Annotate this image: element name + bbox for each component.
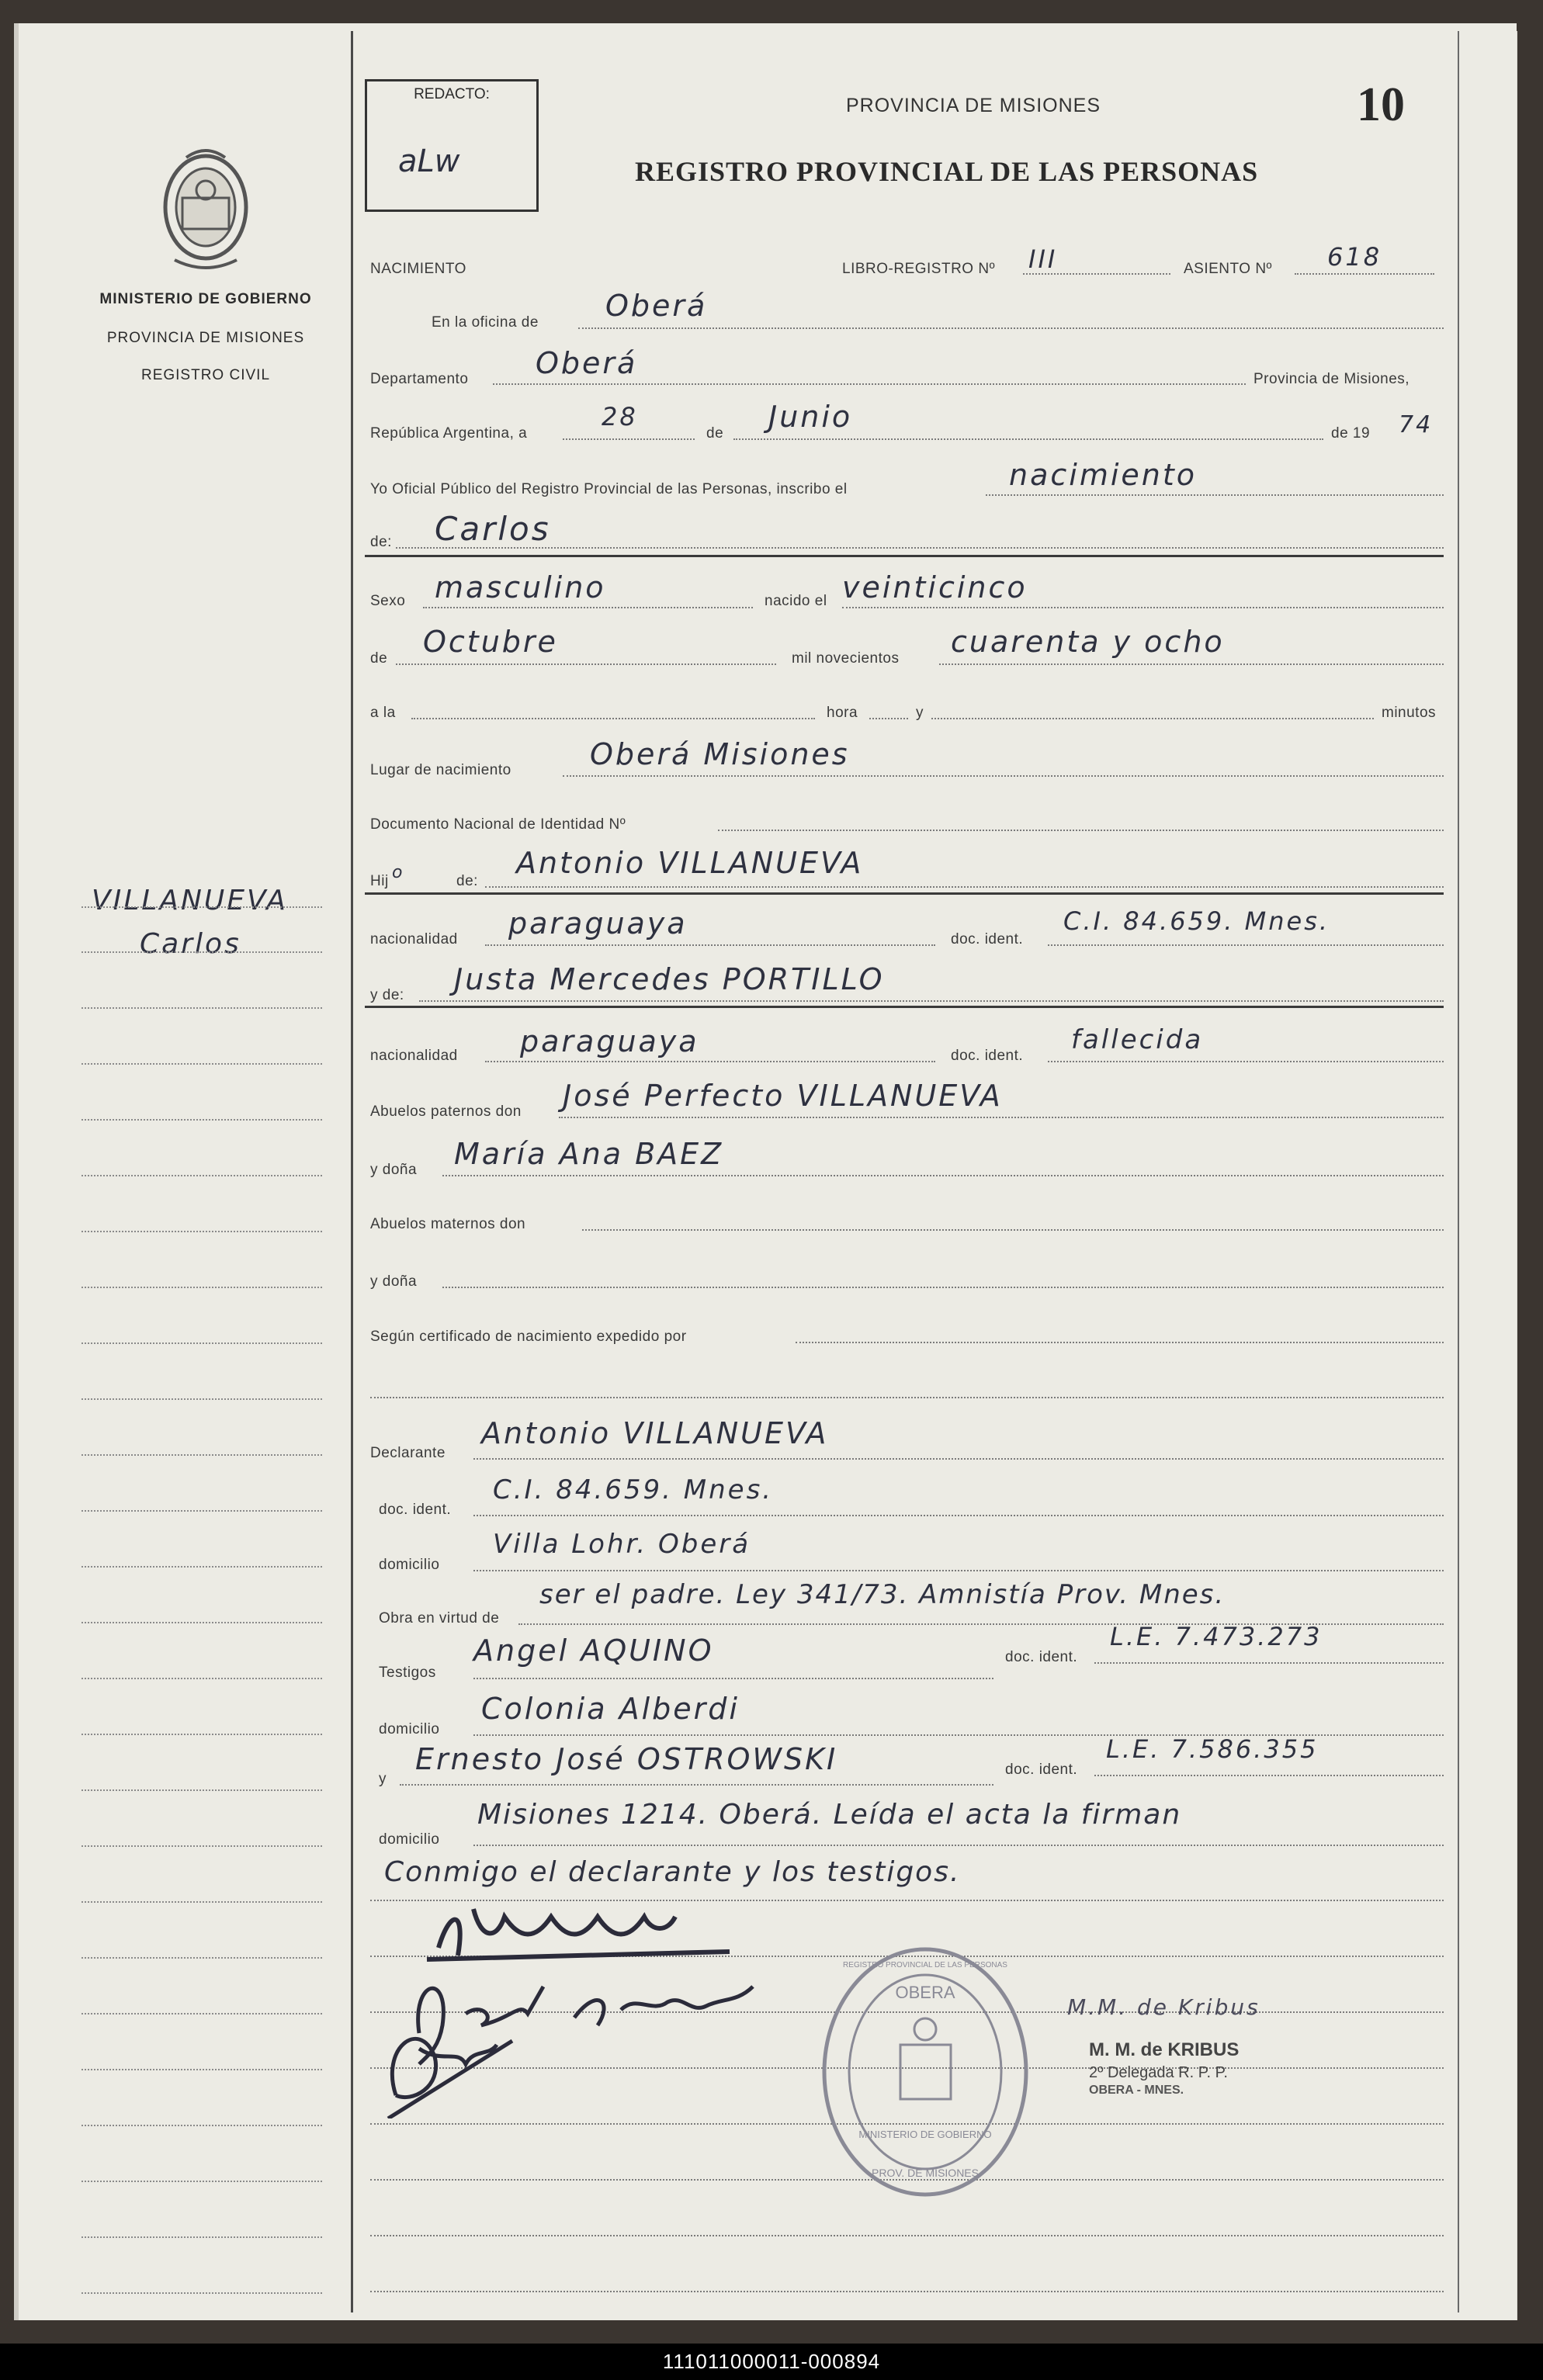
testigo1-name: Angel AQUINO (473, 1633, 714, 1668)
madre-nacionalidad-label: nacionalidad (370, 1048, 458, 1064)
padre-value: Antonio VILLANUEVA (516, 846, 864, 880)
asiento-value: 618 (1327, 242, 1382, 272)
padre-nacionalidad-label: nacionalidad (370, 931, 458, 947)
mil-label: mil novecientos (792, 650, 900, 667)
de-mes-label: de (370, 650, 388, 667)
hijo-suffix: o (392, 863, 403, 882)
testigo2-domicilio-label: domicilio (379, 1831, 440, 1848)
margin-surname: VILLANUEVA (92, 885, 288, 916)
padre-doc: C.I. 84.659. Mnes. (1063, 906, 1330, 936)
nacimiento-label: NACIMIENTO (370, 261, 466, 277)
delegada-name: M. M. de KRIBUS (1089, 2039, 1240, 2060)
hijo-de-label: de: (456, 873, 478, 889)
oficial-value: nacimiento (1009, 458, 1198, 492)
testigo2-doc: L.E. 7.586.355 (1106, 1734, 1319, 1764)
padre-doc-label: doc. ident. (951, 931, 1024, 947)
divider-rule (365, 1006, 1444, 1008)
ministry-province: PROVINCIA DE MISIONES (106, 330, 305, 346)
de-label: de (706, 425, 724, 442)
lugar-label: Lugar de nacimiento (370, 762, 511, 778)
oficina-value: Oberá (605, 289, 708, 323)
registry-title: REGISTRO PROVINCIAL DE LAS PERSONAS (635, 156, 1259, 187)
madre-nacionalidad: paraguaya (520, 1024, 699, 1058)
lugar-value: Oberá Misiones (590, 737, 850, 771)
y-de-label: y de: (370, 987, 404, 1003)
stamp-city: OBERA (895, 1983, 955, 2002)
obra-value: ser el padre. Ley 341/73. Amnistía Prov. Mnes. (539, 1579, 1226, 1610)
testigo2-doc-label: doc. ident. (1005, 1762, 1078, 1778)
certificado-label: Según certificado de nacimiento expedido por (370, 1329, 687, 1345)
republica-label: República Argentina, a (370, 425, 528, 442)
closing-statement: Conmigo el declarante y los testigos. (384, 1856, 961, 1888)
madre-value: Justa Mercedes PORTILLO (454, 962, 885, 996)
y-dona-materna-label: y doña (370, 1273, 418, 1290)
anio-value: 74 (1399, 411, 1434, 438)
declarante-domicilio: Villa Lohr. Oberá (493, 1529, 751, 1560)
margin-divider (351, 31, 353, 2312)
testigos-label: Testigos (379, 1665, 436, 1681)
minutos-label: minutos (1382, 705, 1437, 721)
madre-doc: fallecida (1071, 1024, 1204, 1055)
redacto-initials: aLw (398, 144, 460, 179)
oficial-label: Yo Oficial Público del Registro Provincial de las Personas, inscribo el (370, 481, 848, 497)
witness-signatures-icon (365, 1862, 830, 2118)
page-number: 10 (1357, 78, 1405, 131)
nacido-label: nacido el (765, 593, 827, 609)
nombre-value: Carlos (435, 510, 551, 548)
sexo-label: Sexo (370, 593, 406, 609)
declarante-doc: C.I. 84.659. Mnes. (493, 1474, 774, 1505)
asiento-label: ASIENTO Nº (1184, 261, 1272, 277)
header-provincia: PROVINCIA DE MISIONES (846, 95, 1101, 116)
divider-rule (365, 555, 1444, 557)
sexo-value: masculino (435, 570, 606, 605)
margin-name: Carlos (140, 928, 241, 960)
redacto-label: REDACTO: (414, 86, 490, 102)
departamento-value: Oberá (536, 346, 638, 380)
coat-of-arms-icon (151, 144, 260, 272)
libro-label: LIBRO-REGISTRO Nº (842, 261, 996, 277)
mes-value: Junio (768, 400, 853, 434)
delegada-place: OBERA - MNES. (1089, 2084, 1184, 2097)
anio-label: de 19 (1331, 425, 1371, 442)
testigo1-doc-label: doc. ident. (1005, 1649, 1078, 1665)
departamento-label: Departamento (370, 371, 469, 387)
abuelos-maternos-label: Abuelos maternos don (370, 1216, 526, 1232)
hijo-label: Hij (370, 873, 389, 889)
ministry-registry: REGISTRO CIVIL (140, 367, 271, 383)
provincia-label: Provincia de Misiones, (1253, 371, 1410, 387)
redacto-box (365, 79, 539, 212)
oficina-label: En la oficina de (432, 314, 539, 331)
nacido-anio-value: cuarenta y ocho (951, 625, 1225, 659)
testigo1-domicilio-label: domicilio (379, 1721, 440, 1737)
delegada-signature: M.M. de Kribus (1067, 1994, 1260, 2020)
libro-value: III (1028, 244, 1058, 274)
testigo2-name: Ernesto José OSTROWSKI (415, 1742, 838, 1776)
testigo2-domicilio: Misiones 1214. Oberá. Leída el acta la firman (477, 1799, 1182, 1831)
declarante-doc-label: doc. ident. (379, 1502, 452, 1518)
divider-rule (365, 892, 1444, 895)
abuelo-paterno: José Perfecto VILLANUEVA (563, 1079, 1003, 1113)
stamp-text: REGISTRO PROVINCIAL DE LAS PERSONAS (843, 1961, 1007, 1969)
nacido-value: veinticinco (842, 570, 1028, 605)
abuelos-paternos-label: Abuelos paternos don (370, 1103, 522, 1120)
declarante-label: Declarante (370, 1445, 446, 1461)
delegada-signature-block (1067, 1994, 1347, 2103)
declarante-value: Antonio VILLANUEVA (481, 1416, 829, 1450)
padre-nacionalidad: paraguaya (508, 906, 688, 941)
right-border (1458, 31, 1459, 2312)
obra-label: Obra en virtud de (379, 1610, 500, 1627)
delegada-role: 2º Delegada R. P. P. (1089, 2064, 1228, 2081)
official-stamp-icon (819, 1944, 1032, 2200)
testigo1-domicilio: Colonia Alberdi (481, 1692, 740, 1726)
hora-label: hora (827, 705, 858, 721)
y-dona-paterna-label: y doña (370, 1162, 418, 1178)
a-la-label: a la (370, 705, 396, 721)
dni-label: Documento Nacional de Identidad Nº (370, 816, 626, 833)
stamp-ministry: MINISTERIO DE GOBIERNO (858, 2129, 992, 2140)
document-id: 111011000011-000894 (662, 2350, 881, 2373)
de-nombre-label: de: (370, 534, 392, 550)
nacido-mes-value: Octubre (423, 625, 558, 659)
madre-doc-label: doc. ident. (951, 1048, 1024, 1064)
y-label: y (916, 705, 924, 721)
dia-value: 28 (602, 402, 638, 431)
stamp-province: PROV. DE MISIONES (872, 2167, 979, 2179)
declarante-domicilio-label: domicilio (379, 1557, 440, 1573)
abuela-paterna: María Ana BAEZ (454, 1137, 724, 1171)
ministry-title: MINISTERIO DE GOBIERNO (99, 291, 312, 307)
footer-bar (0, 2344, 1543, 2380)
testigo1-doc: L.E. 7.473.273 (1110, 1622, 1323, 1651)
y-testigo2-label: y (379, 1771, 387, 1787)
